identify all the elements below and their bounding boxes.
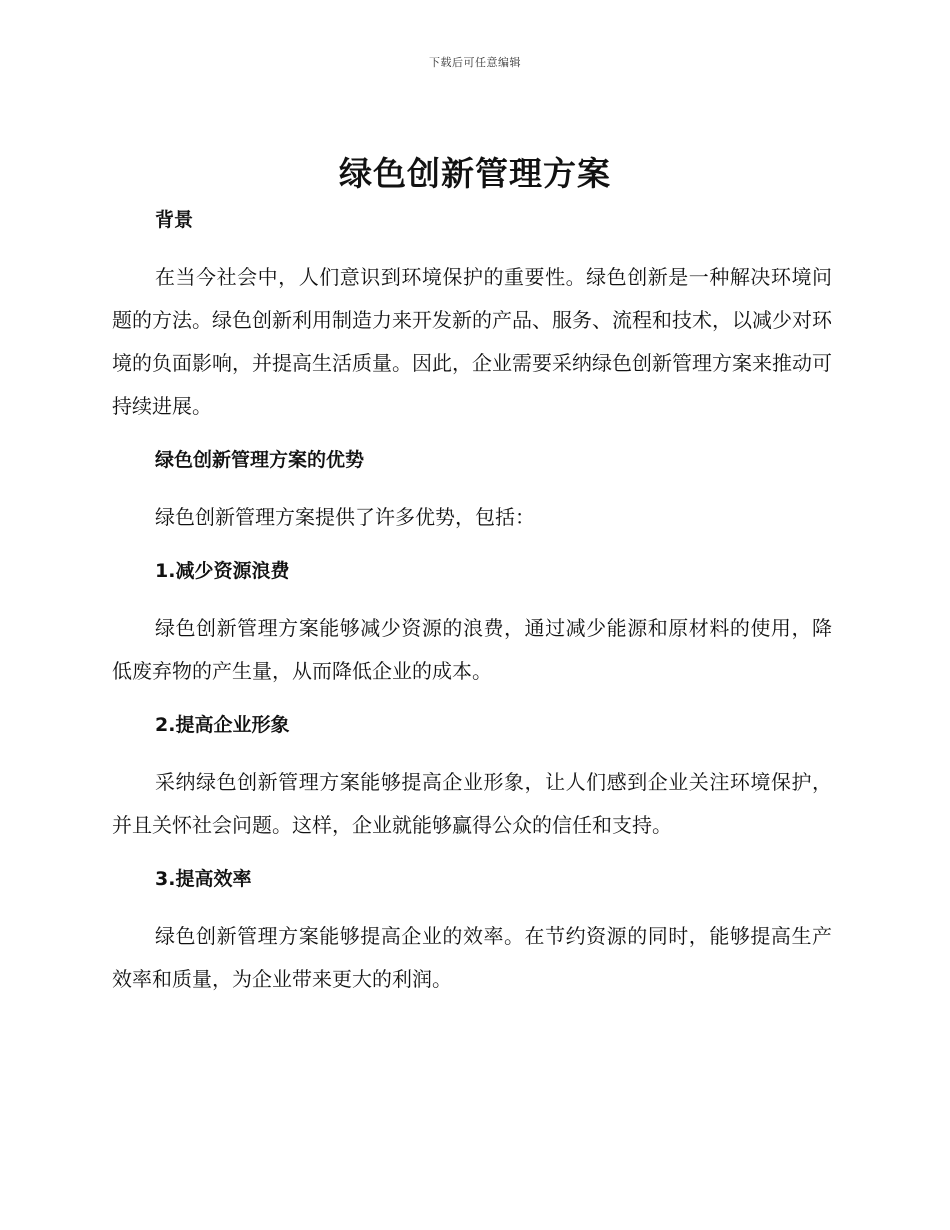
- section-paragraph-efficiency: 绿色创新管理方案能够提高企业的效率。在节约资源的同时，能够提高生产效率和质量，为企业带来更大的利润。: [112, 924, 832, 991]
- header-note: 下载后可任意编辑: [429, 56, 521, 69]
- section-heading-reduce-waste: 1.减少资源浪费: [155, 560, 290, 582]
- section-paragraph-advantages: 绿色创新管理方案提供了许多优势，包括：: [155, 505, 535, 529]
- section-paragraph-reduce-waste: 绿色创新管理方案能够减少资源的浪费，通过减少能源和原材料的使用，降低废弃物的产生量，从而降低企业的成本。: [112, 616, 832, 683]
- section-heading-efficiency: 3.提高效率: [155, 868, 252, 890]
- document-title: 绿色创新管理方案: [339, 154, 611, 193]
- document-body: [112, 202, 832, 1001]
- section-heading-background: 背景: [155, 209, 194, 231]
- section-heading-advantages: 绿色创新管理方案的优势: [155, 449, 365, 471]
- section-paragraph-corporate-image: 采纳绿色创新管理方案能够提高企业形象，让人们感到企业关注环境保护，并且关怀社会问题。这样，企业就能够赢得公众的信任和支持。: [112, 770, 832, 837]
- section-heading-corporate-image: 2.提高企业形象: [155, 714, 290, 736]
- section-paragraph-background: 在当今社会中，人们意识到环境保护的重要性。绿色创新是一种解决环境问题的方法。绿色创新利用制造力来开发新的产品、服务、流程和技术，以减少对环境的负面影响，并提高生活质量。因此，企业需要采纳绿色创新管理方案来推动可持续进展。: [112, 265, 832, 418]
